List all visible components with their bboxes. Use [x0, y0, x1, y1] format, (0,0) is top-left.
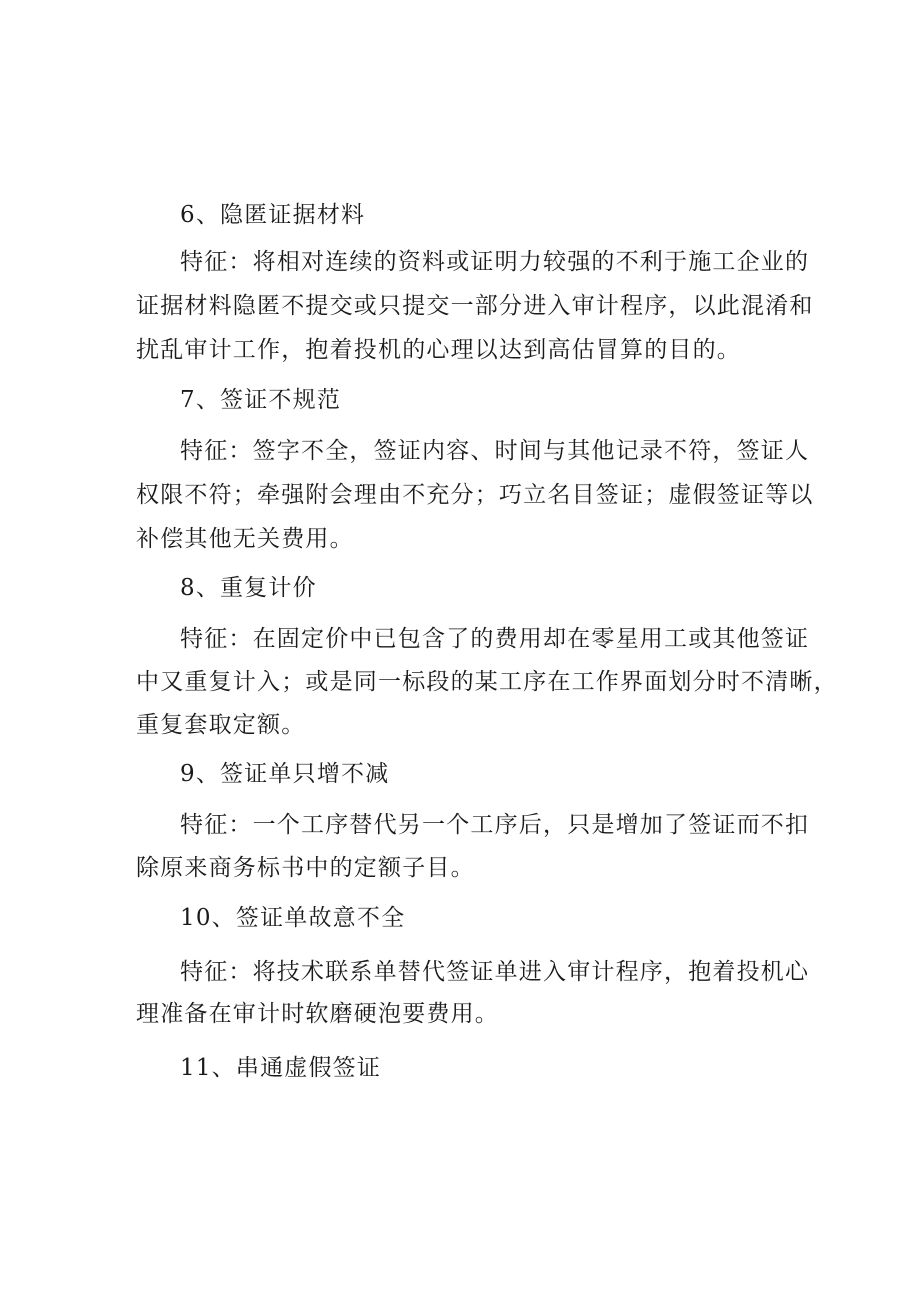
section-6-line-3: 扰乱审计工作，抱着投机的心理以达到高估冒算的目的。	[136, 337, 741, 363]
section-8-line-2: 中又重复计入；或是同一标段的某工序在工作界面划分时不清晰，	[136, 669, 838, 695]
section-9-line-2: 除原来商务标书中的定额子目。	[136, 855, 475, 881]
section-8-line-3: 重复套取定额。	[136, 712, 306, 738]
section-7-line-1: 特征：签字不全，签证内容、时间与其他记录不符，签证人	[180, 438, 810, 464]
section-6-line-1: 特征：将相对连续的资料或证明力较强的不利于施工企业的	[180, 249, 810, 275]
section-heading-11: 11、串通虚假签证	[180, 1055, 382, 1081]
section-7-line-2: 权限不符；牵强附会理由不充分；巧立名目签证；虚假签证等以	[136, 482, 814, 508]
section-9-line-1: 特征：一个工序替代另一个工序后，只是增加了签证而不扣	[180, 812, 810, 838]
section-heading-9: 9、签证单只增不减	[180, 761, 390, 787]
section-heading-6: 6、隐匿证据材料	[180, 202, 366, 228]
section-7-line-3: 补偿其他无关费用。	[136, 526, 354, 552]
section-10-line-2: 理准备在审计时软磨硬泡要费用。	[136, 1001, 499, 1027]
section-heading-7: 7、签证不规范	[180, 387, 342, 413]
section-heading-10: 10、签证单故意不全	[180, 905, 406, 931]
section-10-line-1: 特征：将技术联系单替代签证单进入审计程序，抱着投机心	[180, 959, 810, 985]
section-heading-8: 8、重复计价	[180, 575, 317, 601]
section-6-line-2: 证据材料隐匿不提交或只提交一部分进入审计程序，以此混淆和	[136, 293, 814, 319]
section-8-line-1: 特征：在固定价中已包含了的费用却在零星用工或其他签证	[180, 626, 810, 652]
